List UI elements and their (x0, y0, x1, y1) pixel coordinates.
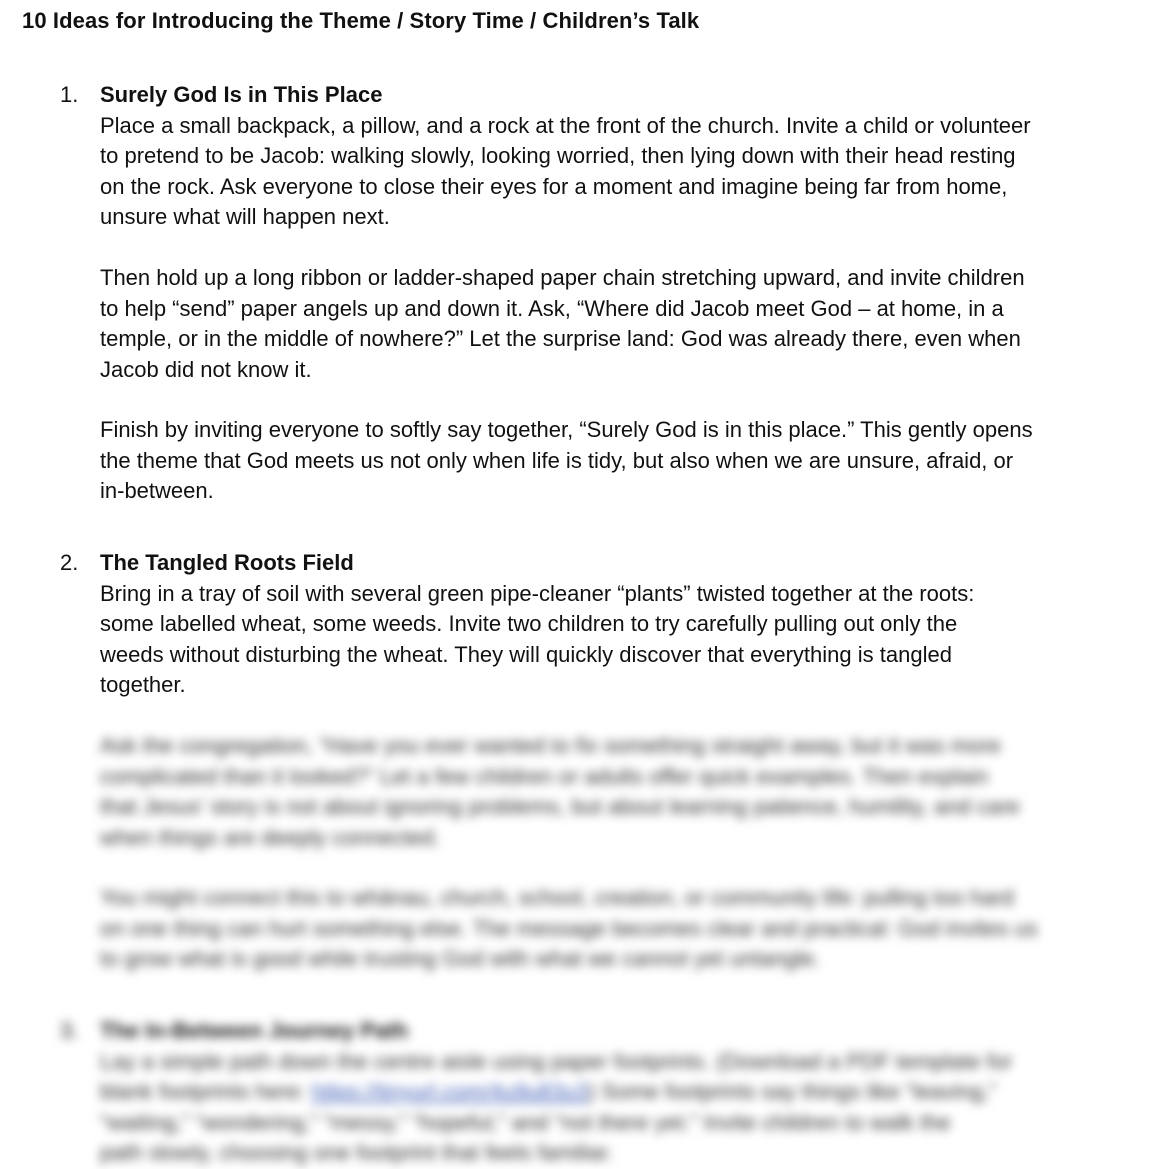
footprint-template-link[interactable]: https://tinyurl.com/4u9u83u3 (311, 1079, 588, 1104)
paragraph-text: ) Some footprints say things like “leaving,” (587, 1079, 997, 1104)
blurred-paragraph (100, 883, 1140, 975)
paragraph-line (100, 1077, 1140, 1108)
paragraph-line: unsure what will happen next. (100, 204, 390, 229)
document-title: 10 Ideas for Introducing the Theme / Story Time / Children’s Talk (22, 8, 700, 33)
paragraph-line: some labelled wheat, some weeds. Invite two children to try carefully pulling out only the (100, 611, 958, 636)
paragraph-line: Then hold up a long ribbon or ladder-shaped paper chain stretching upward, and invite children (100, 265, 1025, 290)
paragraph-text: blank footprints here: (100, 1079, 306, 1104)
item-title: The Tangled Roots Field (100, 550, 354, 575)
paragraph-line: when things are deeply connected. (100, 824, 441, 850)
paragraph-line: Bring in a tray of soil with several green pipe-cleaner “plants” twisted together at the roots: (100, 580, 975, 606)
paragraph-line: that Jesus’ story is not about ignoring problems, but about learning patience, humility, and care (100, 794, 1020, 819)
item-paragraph (100, 579, 1140, 701)
paragraph-line: Lay a simple path down the centre aisle using paper footprints. (Download a PDF template for (100, 1048, 1013, 1074)
blurred-paragraph (100, 1047, 1140, 1169)
item-paragraph (100, 111, 1140, 233)
item-number: 2. (60, 550, 79, 575)
paragraph-line: Ask the congregation, “Have you ever wanted to fix something straight away, but it was more (100, 733, 1001, 758)
paragraph-line: Jacob did not know it. (100, 356, 312, 382)
paragraph-line: temple, or in the middle of nowhere?” Let the surprise land: God was already there, even when (100, 326, 1021, 351)
paragraph-line: to pretend to be Jacob: walking slowly, looking worried, then lying down with their head resting (100, 143, 1016, 168)
item-title: The In-Between Journey Path (100, 1018, 409, 1043)
paragraph-line: weeds without disturbing the wheat. They will quickly discover that everything is tangled (100, 641, 952, 667)
item-title: Surely God Is in This Place (100, 82, 383, 107)
paragraph-line: on one thing can hurt something else. The message becomes clear and practical: God invites us (100, 915, 1038, 941)
blurred-paragraph (100, 731, 1140, 853)
paragraph-line: complicated than it looked?” Let a few children or adults offer quick examples. Then explain (100, 763, 989, 789)
paragraph-line: Place a small backpack, a pillow, and a rock at the front of the church. Invite a child or volunteer (100, 112, 1031, 138)
item-number: 3. (60, 1018, 79, 1043)
paragraph-line: “waiting,” “wondering,” “messy,” “hopeful,” and “not there yet.” Invite children to walk the (100, 1109, 951, 1135)
paragraph-line: on the rock. Ask everyone to close their eyes for a moment and imagine being far from home, (100, 173, 1008, 199)
item-paragraph (100, 415, 1140, 507)
paragraph-line: the theme that God meets us not only when life is tidy, but also when we are unsure, afraid, or (100, 447, 1014, 473)
item-number: 1. (60, 82, 79, 107)
paragraph-line: Finish by inviting everyone to softly say together, “Surely God is in this place.” This gently opens (100, 417, 1033, 442)
paragraph-line: to grow what is good while trusting God with what we cannot yet untangle. (100, 946, 821, 971)
paragraph-line: together. (100, 672, 186, 697)
paragraph-line: You might connect this to whānau, church, school, creation, or community life: pulling too hard (100, 885, 1014, 910)
paragraph-line: in-between. (100, 478, 214, 503)
item-paragraph (100, 263, 1140, 385)
paragraph-line: to help “send” paper angels up and down it. Ask, “Where did Jacob meet God – at home, in a (100, 295, 1004, 321)
paragraph-line: path slowly, choosing one footprint that feels familiar. (100, 1140, 614, 1165)
